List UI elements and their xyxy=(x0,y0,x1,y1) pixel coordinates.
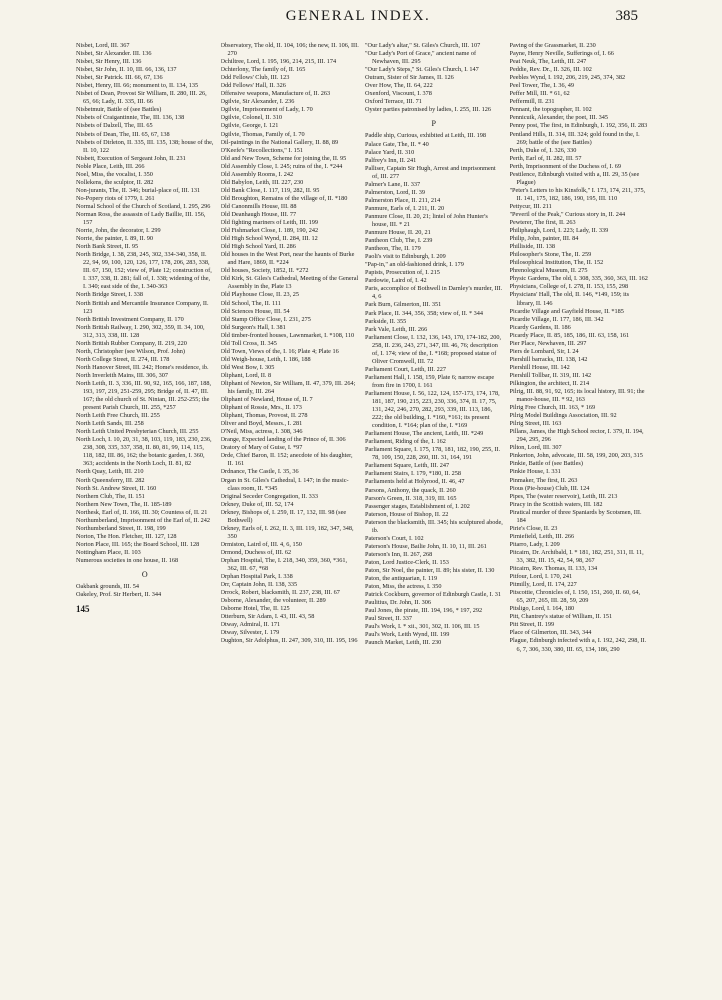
index-entry: Oughton, Sir Adolphus, II. 247, 309, 310, III. 195, 196 xyxy=(220,637,358,645)
index-entry: Paterson's Court, I. 102 xyxy=(365,534,424,542)
index-entry: Parliament Hall, I. 158, 159, Plate 6; narrow escape from fire in 1700, I. 161 xyxy=(365,373,495,389)
index-entry: Pitcairn, Rev. Thomas, II. 133, 134 xyxy=(509,565,598,573)
index-entry: Nisbet of Dean, Provost Sir William, II. 280, III. 26, 65, 66; Lady, II. 335, III. 66 xyxy=(76,90,207,106)
index-entry: Noble Place, Leith, III. 266 xyxy=(76,162,145,170)
index-entry: Physic Gardens, The old, I. 308, 335, 360, 363, III. 162 xyxy=(509,275,648,283)
signature-mark: 145 xyxy=(76,604,90,615)
index-entry: Pinkie, Battle of (see Battles) xyxy=(509,460,583,468)
index-entry: Old Weigh-house, Leith, I. 186, 188 xyxy=(220,355,311,363)
index-entry: Nisbet, Sir John, II. 10, III. 66, 136, 137 xyxy=(76,66,177,74)
index-entry: Pilrig Street, III. 163 xyxy=(509,420,562,428)
index-column-2 xyxy=(221,42,360,990)
index-entry: Over How, The, II. 64, 222 xyxy=(365,82,433,90)
index-entry: North Loch, I. 10, 20, 31, 38, 103, 119, 183, 230, 236, 238, 308, 335, 337, 358, II. 80, 81, 99, 114, 115, 118, 182, III. 86, 162; the botanic garden, I. 360, 363; accidents in the North Loch, II. 81, 82 xyxy=(76,436,212,468)
index-entry: Panmure Close, II. 20, 21; lintel of John Hunter's house, III. * 21 xyxy=(365,212,488,228)
index-entry: Observatory, The old, II. 104, 106; the new, II. 106, III. 270 xyxy=(220,42,359,58)
index-entry: Ormiston, Laird of, III. 4, 6, 150 xyxy=(220,540,302,548)
index-entry: North Leith, II. 3, 336, III. 90, 92, 165, 166, 187, 188, 193, 197, 219, 251-259, 295; Bridge of, II. 47, III. 167; the old church of St. Ninian, III. 252-255; the present Parish Church, III. 255, *257 xyxy=(76,379,212,412)
index-entry: Orr, Captain John, II. 138, 335 xyxy=(220,581,298,589)
index-entry: Oyster parties patronised by ladies, I. 255, III. 126 xyxy=(365,106,492,114)
index-entry: Old Sciences House, III. 54 xyxy=(220,307,290,315)
index-entry: Philosophical Institution, The, II. 152 xyxy=(509,259,604,267)
index-entry: Old Kirk, St. Giles's Cathedral, Meeting of the General Assembly in the, Plate 13 xyxy=(220,275,359,291)
index-entry: Payne, Henry Neville, Sufferings of, I. 66 xyxy=(509,50,614,58)
index-entry: North British Investment Company, II. 170 xyxy=(76,315,184,323)
index-entry: Outram, Sister of Sir James, II. 126 xyxy=(365,74,454,82)
index-entry: Old Surgeon's Hall, I. 381 xyxy=(220,323,286,331)
index-entry: Oliphant, Thomas, Provost, II. 278 xyxy=(220,412,308,420)
index-entry: Pantheon, The, II. 179 xyxy=(365,245,421,253)
index-entry: North Bridge, I. 38, 238, 245, 302, 334-340, 358, II. 22, 94, 99, 100, 120, 126, 177, 178, 206, 283, 338, III. 67, 150, 152; view of, Plate 12; construction of, I. 337, 338, II. 281; fall of, I. 338; widening of the, I. 340; east side of the, I. 340-363 xyxy=(76,251,212,291)
index-entry: "Our Lady's altar," St. Giles's Church, III. 107 xyxy=(365,42,481,49)
index-entry: Nisbets of Dean, The, III. 65, 67, 138 xyxy=(76,130,170,138)
index-entry: Philliside, III. 138 xyxy=(509,243,555,251)
index-columns xyxy=(76,42,648,990)
index-entry: Orange, Expected landing of the Prince of, II. 306 xyxy=(220,436,346,444)
index-entry: Oliphant of Newton, Sir William, II. 47, 379, III. 264; his family, III. 264 xyxy=(220,379,356,396)
index-entry: Pitscottie, Chronicles of, I. 150, 151, 260, II. 60, 64, 65, 207, 265, III. 28, 59, 209 xyxy=(509,589,641,605)
index-entry: Panmure House, II. 20, 21 xyxy=(365,229,431,237)
index-entry: Old Toll Cross, II. 345 xyxy=(220,339,277,347)
index-entry: Old Assembly Rooms, I. 242 xyxy=(220,170,294,178)
index-entry: North Hanover Street, III. 242; Home's residence, ib. xyxy=(76,363,209,371)
index-entry: Northesk, Earl of, II. 166, III. 30; Countess of, II. 21 xyxy=(76,508,208,516)
index-entry: Pennant, the topographer, II. 102 xyxy=(509,106,592,114)
index-entry: Nottingham Place, II. 103 xyxy=(76,548,141,556)
index-entry: Nollekens, the sculptor, II. 282 xyxy=(76,178,154,186)
index-entry: Oliphant, Lord, II. 8 xyxy=(220,371,272,379)
index-entry: Pilrig, III. 88, 91, 92, 165; its local history, III. 91; the manor-house, III. * 92, 163 xyxy=(509,388,645,404)
index-entry: Palmerston Place, II. 211, 214 xyxy=(365,196,441,204)
index-entry: Nisbet, Sir Henry, III. 136 xyxy=(76,58,142,66)
index-entry: Pitarro, Lady, I. 209 xyxy=(509,540,560,548)
index-entry: Old fighting mariners of Leith, III. 199 xyxy=(220,219,319,227)
index-entry: Old Fishmarket Close, I. 189, 190, 242 xyxy=(220,227,319,235)
index-entry: Parliaments held at Holyrood, II. 46, 47 xyxy=(365,478,465,486)
index-entry: Pardowie, Laird of, I. 42 xyxy=(365,277,427,285)
index-entry: Otterburn, Sir Adam, I. 43, III. 43, 58 xyxy=(220,613,315,621)
column-1-entries-after xyxy=(76,583,215,599)
index-entry: Orphan Hospital, The, I. 218, 340, 359, 360, *361, 362, III. 67, *68 xyxy=(220,557,348,573)
index-entry: Pier Place, Newhaven, III. 297 xyxy=(509,339,587,347)
index-entry: Ogilvie, Thomas, Family of, I. 70 xyxy=(220,130,305,138)
index-entry: Otway, Silvester, I. 179 xyxy=(220,629,280,637)
index-entry: Pestilence, Edinburgh visited with a, III. 29, 35 (see Plague) xyxy=(509,170,640,186)
index-entry: Picardy Place, II. 85, 185, 186, III. 63, 158, 161 xyxy=(509,331,630,339)
index-entry: Ogilvie, George, I. 121 xyxy=(220,122,279,130)
index-entry: Parliament, Riding of the, I. 162 xyxy=(365,438,446,446)
index-entry: Nisbett, Execution of Sergeant John, II. 231 xyxy=(76,154,186,162)
index-entry: Orphan Hospital Park, I. 338 xyxy=(220,573,293,581)
page-number: 385 xyxy=(615,8,638,24)
index-entry: Parliament House, The ancient, Leith, III. *249 xyxy=(365,430,484,438)
index-entry: Peffer Mill, III. * 61, 62 xyxy=(509,90,570,98)
index-entry: Oratory of Mary of Guise, I. *97 xyxy=(220,444,303,452)
index-entry: Norton, The Hon. Fletcher, III. 127, 128 xyxy=(76,532,177,540)
index-entry: Park Vale, Leith, III. 266 xyxy=(365,325,428,333)
index-entry: Ochterlony, The family of, II. 165 xyxy=(220,66,306,74)
index-entry: North St. Andrew Street, II. 160 xyxy=(76,484,157,492)
index-entry: Norman Ross, the assassin of Lady Baillie, III. 156, 157 xyxy=(76,210,206,227)
index-entry: Ogilvie, Imprisonment of Lady, I. 70 xyxy=(220,106,313,114)
index-entry: Numerous societies in one house, II. 168 xyxy=(76,557,179,564)
index-entry: Orde, Chief Baron, II. 152; anecdote of his daughter, II. 161 xyxy=(220,452,353,468)
index-entry: Philiphaugh, Lord, I. 223; Lady, II. 339 xyxy=(509,227,609,235)
index-entry: Old West Bow, I. 305 xyxy=(220,363,275,371)
index-entry: Ormond, Duchess of, III. 62 xyxy=(220,548,292,556)
index-entry: Phrenological Museum, II. 275 xyxy=(509,267,588,275)
index-entry: Pitt, Chantrey's statue of William, II. 151 xyxy=(509,613,613,621)
column-3-entries xyxy=(365,42,504,114)
index-entry: North, Christopher (see Wilson, Prof. John) xyxy=(76,347,185,355)
index-entry: No-Popery riots of 1779, I. 261 xyxy=(76,194,155,202)
index-entry: Parliament Square, Leith, III. 247 xyxy=(365,462,450,470)
index-column-1 xyxy=(76,42,215,990)
index-entry: Piershill House, III. 142 xyxy=(509,363,570,371)
index-entry: Peddie, Rev. Dr., II. 326, III. 102 xyxy=(509,66,592,74)
index-entry: Paul's Work, Leith Wynd, III. 199 xyxy=(365,631,450,639)
index-entry: Paul Street, II. 337 xyxy=(365,615,413,623)
index-entry: Old High School Yard, II. 286 xyxy=(220,243,296,251)
index-entry: Osborne, Alexander, the volunteer, II. 289 xyxy=(220,597,326,605)
index-entry: Old timber-fronted houses, Lawnmarket, I. *108, 110 xyxy=(220,331,355,339)
index-entry: Parkside, II. 355 xyxy=(365,317,407,325)
index-entry: Oxenford, Viscount, I. 378 xyxy=(365,90,432,98)
index-entry: Peffermill, II. 231 xyxy=(509,98,555,106)
index-entry: Plague, Edinburgh infected with a, I. 192, 242, 298, II. 6, 7, 306, 330, 380, III. 65, 134, 186, 290 xyxy=(509,637,647,653)
index-entry: Physicians, College of, I. 278, II. 153, 155, 298 xyxy=(509,283,629,291)
index-entry: North Quay, Leith, III. 210 xyxy=(76,468,144,476)
index-entry: Norrie, the painter, I. 89, II. 90 xyxy=(76,235,153,243)
index-entry: Ordnance, The Castle, I. 35, 36 xyxy=(220,468,299,476)
index-entry: Physicians' Hall, The old, II. 146, *149, 159; its library, II. 146 xyxy=(509,291,630,307)
index-entry: Pitmilly, Lord, II. 174, 227 xyxy=(509,581,577,589)
index-entry: Piershill barracks, III. 138, 142 xyxy=(509,355,588,363)
index-entry: Paul Jones, the pirate, III. 194, 196, * 197, 292 xyxy=(365,607,483,615)
index-entry: Passenger stages, Establishment of, I. 202 xyxy=(365,502,470,510)
index-entry: North College Street, II. 274, III. 178 xyxy=(76,355,170,363)
index-entry: Ogilvie, Sir Alexander, I. 236 xyxy=(220,98,295,106)
index-entry: North Queensferry, III. 282 xyxy=(76,476,145,484)
running-head-title: GENERAL INDEX. xyxy=(285,8,431,24)
index-entry: Parliament Close, I. 132, 136, 143, 170, 174-182, 200, 258, II. 236, 243, 271, 347, III. 46, 76; description of, I. 174; view of the, I. *168; proposed statue of Oliver Cromwell, III. 72 xyxy=(365,333,502,365)
index-entry: Pilrig Model Buildings Association, III. 92 xyxy=(509,412,617,420)
index-entry: Northern New Town, The, II. 185-189 xyxy=(76,500,172,508)
index-entry: Northern Club, The, II. 151 xyxy=(76,492,145,500)
index-entry: Pilton, Lord, III. 307 xyxy=(509,444,562,452)
letter-heading-o: O xyxy=(141,570,149,580)
index-entry: Palace Yard, II. 310 xyxy=(365,148,415,156)
index-entry: Philip, John, painter, III. 84 xyxy=(509,235,579,243)
index-entry: Organ in St. Giles's Cathedral, I. 147; in the music-class room, II. *345 xyxy=(220,476,349,492)
index-entry: Oliphant of Rossie, Mrs., II. 173 xyxy=(220,404,302,412)
index-entry: Norton Place, III. 165; the Board School, III. 128 xyxy=(76,540,200,548)
index-entry: Oakbank grounds, III. 54 xyxy=(76,583,140,591)
index-entry: Odd Fellows' Club, III. 123 xyxy=(220,74,290,82)
index-entry: Ochiltree, Lord, I. 195, 196, 214, 215, III. 174 xyxy=(220,58,337,66)
index-entry: Parsons, Anthony, the quack, II. 260 xyxy=(365,486,456,494)
index-entry: Philosopher's Stone, The, II. 259 xyxy=(509,251,592,259)
index-entry: "Pap-in," an old-fashioned drink, I. 179 xyxy=(365,261,464,269)
index-entry: Oliver and Boyd, Messrs., I. 281 xyxy=(220,420,303,428)
letter-heading-p: P xyxy=(431,119,437,129)
index-entry: Paterson the blacksmith, III. 345; his sculptured abode, ib. xyxy=(365,518,503,534)
index-entry: Parliament House, I. 56, 122, 124, 157-173, 174, 178, 181, 187, 190, 215, 223, 230, 336, 374, II. 17, 75, 131, 242, 246, 270, 282, 293, 339, III. 113, 186, 222; the old building, I. *160, *161; its present condition, I. *164; plan of the, I. *169 xyxy=(365,389,500,430)
index-entry: North Bank Street, II. 95 xyxy=(76,243,139,251)
index-entry: Old Babylon, Leith, III. 227, 230 xyxy=(220,178,304,186)
index-entry: Pious (Pie-house) Club, III. 124 xyxy=(509,484,590,492)
index-entry: Paul's Work, I. * xii., 301, 302, II. 106, III. 15 xyxy=(365,623,480,631)
index-entry: Orrock, Robert, blacksmith, II. 237, 238, III. 67 xyxy=(220,589,340,597)
index-entry: Nisbet, Henry, III. 66; monument to, II. 134, 135 xyxy=(76,82,199,90)
index-entry: Offensive weapons, Manufacture of, II. 263 xyxy=(220,90,331,98)
index-entry: Old School, The, II. 111 xyxy=(220,299,281,307)
index-entry: Old Bank Close, I. 117, 119, 282, II. 95 xyxy=(220,186,320,194)
index-entry: Paoli's visit to Edinburgh, I. 209 xyxy=(365,253,446,261)
index-entry: Norrie, John, the decorator, I. 299 xyxy=(76,227,161,235)
index-entry: Pitsligo, Lord, I. 164, 180 xyxy=(509,605,575,613)
index-entry: Palliser, Captain Sir Hugh, Arrest and imprisonment of, III. 277 xyxy=(365,164,496,180)
index-entry: Paunch Market, Leith, III. 230 xyxy=(365,639,442,647)
column-4-entries xyxy=(510,42,649,654)
index-entry: Ogilvie, Colonel, II. 310 xyxy=(220,114,282,122)
index-entry: Palace Gate, The, II. * 40 xyxy=(365,140,429,148)
index-entry: Perth, Imprisonment of the Duchess of, I. 69 xyxy=(509,162,621,170)
index-entry: Park Burn, Gilmerton, III. 351 xyxy=(365,301,442,309)
index-entry: North Leith Free Church, III. 255 xyxy=(76,412,160,420)
index-entry: Old High School Wynd, II. 284, III. 12 xyxy=(220,235,318,243)
index-entry: Paton, the antiquarian, I. 119 xyxy=(365,575,438,583)
index-entry: Nisbet, Lord, III. 367 xyxy=(76,42,130,49)
index-entry: Non-jurants, The, II. 346; burial-place of, III. 131 xyxy=(76,186,201,194)
index-entry: Perth, Duke of, I. 326, 330 xyxy=(509,146,577,154)
index-entry: Pillans, James, the High School rector, I. 379, II. 194, 294, 295, 296 xyxy=(509,428,644,444)
index-entry: Peat Neuk, The, Leith, III. 247 xyxy=(509,58,587,66)
index-entry: Noel, Miss, the vocalist, I. 350 xyxy=(76,170,153,178)
index-entry: Picardie Village and Gayfield House, II. *185 xyxy=(509,307,624,315)
index-entry: Place of Gilmerton, III. 343, 344 xyxy=(509,629,592,637)
index-entry: Osborne Hotel, The, II. 125 xyxy=(220,605,290,613)
index-entry: Pantheon Club, The, I. 239 xyxy=(365,237,433,245)
index-entry: Piers de Lombard, Sir, I. 24 xyxy=(509,347,579,355)
index-entry: Paton, Miss, the actress, I. 350 xyxy=(365,583,442,591)
index-entry: Pinmaker, The first, II. 263 xyxy=(509,476,578,484)
index-column-4 xyxy=(510,42,649,990)
index-entry: Paterson's House, Bailie John, II. 10, 11, III. 261 xyxy=(365,542,487,550)
index-entry: Palfrey's Inn, II. 241 xyxy=(365,156,417,164)
index-entry: Pinkerton, John, advocate, III. 58, 199, 200, 203, 315 xyxy=(509,452,643,460)
index-entry: Paton, Lord Justice-Clerk, II. 153 xyxy=(365,558,449,566)
index-entry: Old Broughton, Remains of the village of, II. *180 xyxy=(220,194,348,202)
index-entry: Otway, Admiral, II. 171 xyxy=(220,621,281,629)
index-entry: Pitcairn, Dr. Archibald, I. * 181, 182, 251, 311, II. 11, 33, 382, III. 15, 42, 54, 98, 267 xyxy=(509,548,644,564)
index-entry: Pennicuik, Alexander, the poet, III. 345 xyxy=(509,114,609,122)
index-entry: Nisbets of Dirleton, II. 335, III. 135, 138; house of the, II. 10, 122 xyxy=(76,138,214,154)
index-entry: North Leith United Presbyterian Church, III. 255 xyxy=(76,428,199,436)
index-entry: "Our Lady's Port of Grace," ancient name of Newhaven, III. 295 xyxy=(365,50,477,66)
index-entry: Northumberland, Imprisonment of the Earl of, II. 242 xyxy=(76,516,210,524)
index-entry: Piracy in the Scottish waters, III. 182 xyxy=(509,500,603,508)
index-entry: Old Playhouse Close, II. 23, 25 xyxy=(220,291,299,299)
index-entry: Orkney, Duke of, III. 52, 174 xyxy=(220,500,294,508)
index-entry: Oliphant of Newland, House of, II. 7 xyxy=(220,396,313,404)
index-entry: Nisbets of Dalzell, The, III. 65 xyxy=(76,122,153,130)
index-entry: Nisbet, Sir Patrick. III. 66, 67, 136 xyxy=(76,74,163,82)
index-entry: North Leith Sands, III. 258 xyxy=(76,420,144,428)
index-entry: Old Assembly Close, I. 245; ruins of the, I. *244 xyxy=(220,162,343,170)
index-entry: North Bridge Street, I. 338 xyxy=(76,291,144,299)
index-entry: Oakeley, Prof. Sir Herbert, II. 344 xyxy=(76,591,162,599)
index-entry: "Our Lady's Steps," St. Giles's Church, I. 147 xyxy=(365,66,479,74)
index-entry: Pinkie House, I. 331 xyxy=(509,468,561,476)
index-entry: Picardie Village, II. 177, 186, III. 342 xyxy=(509,315,604,323)
index-entry: Piratical murder of three Spaniards by Scotsmen, III. 184 xyxy=(509,508,642,524)
column-2-entries xyxy=(221,42,360,646)
index-entry: Pewterer, The first, II. 263 xyxy=(509,219,576,227)
index-entry: O'Neil, Miss, actress, I. 308, 346 xyxy=(220,428,303,436)
index-entry: "Peveril of the Peak," Curious story in, II. 244 xyxy=(509,210,626,218)
index-entry: Patrick Cockburn, governor of Edinburgh Castle, I. 31 xyxy=(365,591,501,599)
index-entry: Oil-paintings in the National Gallery, II. 88, 89 xyxy=(220,138,339,146)
index-entry: Normal School of the Church of Scotland, I. 295, 296 xyxy=(76,202,211,210)
index-entry: Paterson's Inn, II. 267, 268 xyxy=(365,550,433,558)
index-entry: Parliament Stairs, I. 179, *180, II. 258 xyxy=(365,470,461,478)
index-entry: Pilrig Free Church, III. 163, * 169 xyxy=(509,404,596,412)
index-entry: Parson's Green, II. 318, 319, III. 165 xyxy=(365,494,457,502)
index-entry: Piershill Tollbar, II. 319, III. 142 xyxy=(509,371,592,379)
index-entry: Nisbet, Sir Alexander. III. 136 xyxy=(76,50,152,58)
index-entry: Pitt Street, II. 199 xyxy=(509,621,555,629)
index-entry: Oxford Terrace, III. 71 xyxy=(365,98,422,106)
index-entry: Paris, accomplice of Bothwell in Darnley's murder, III. 4, 6 xyxy=(365,285,503,301)
index-entry: Pirniefield, Leith, III. 266 xyxy=(509,532,575,540)
index-entry: Paving of the Grassmarket, II. 230 xyxy=(509,42,596,49)
column-1-entries xyxy=(76,42,215,565)
index-entry: Paulitius, Dr. John, II. 306 xyxy=(365,599,431,607)
index-entry: Orkney, Earls of, I. 262, II. 3, III. 119, 182, 347, 348, 350 xyxy=(220,524,354,540)
running-header xyxy=(78,8,638,32)
index-entry: North British and Mercantile Insurance Company, II. 123 xyxy=(76,299,209,315)
index-entry: Pirie's Close, II. 23 xyxy=(509,524,558,532)
column-3-entries-after xyxy=(365,132,504,647)
index-entry: Parliament Square, I. 175, 178, 181, 182, 190, 255, II. 78, 109, 150, 228, 260, III. 31, 164, 191 xyxy=(365,446,501,462)
index-entry: Old Deanhaugh House, III. 77 xyxy=(220,210,297,218)
index-entry: Nisbets of Craigantinnie, The, III. 136, 138 xyxy=(76,114,185,122)
index-entry: Nisbetmuir, Battle of (see Battles) xyxy=(76,106,162,114)
index-entry: Old Stamp Office Close, I. 231, 275 xyxy=(220,315,311,323)
index-entry: Northumberland Street, II. 198, 199 xyxy=(76,524,166,532)
index-entry: Panmure, Earls of, I. 211, II. 20 xyxy=(365,204,445,212)
index-entry: Pentland Hills, II. 314, III. 324; gold found in the, I. 269; battle of the (see Battles) xyxy=(509,130,640,146)
index-entry: Pettycur, III. 211 xyxy=(509,202,552,210)
index-entry: Palmer's Lane, II. 337 xyxy=(365,180,421,188)
index-entry: Perth, Earl of, II. 282, III. 57 xyxy=(509,154,582,162)
index-entry: Old houses in the West Port, near the haunts of Burke and Hare, 1869, II. *224 xyxy=(220,251,355,267)
index-entry: Parliament Court, Leith, III. 227 xyxy=(365,365,447,373)
index-entry: Pipes, The (water reservoir), Leith, III. 213 xyxy=(509,492,618,500)
index-entry: Park Place, II. 344, 356, 358; view of, II. * 344 xyxy=(365,309,484,317)
index-entry: Papists, Prosecution of, I. 215 xyxy=(365,269,440,277)
index-entry: North Inverleith Mains, III. 306, 307 xyxy=(76,371,168,379)
index-entry: Peebles Wynd, I. 192, 206, 219, 245, 374, 382 xyxy=(509,74,626,82)
index-entry: Original Seceder Congregation, II. 333 xyxy=(220,492,319,500)
index-entry: Pitfour, Lord, I. 170, 241 xyxy=(509,573,573,581)
index-entry: Paton, Sir Noel, the painter, II. 89; his sister, II. 130 xyxy=(365,567,495,574)
index-entry: Old and New Town, Scheme for joining the, II. 95 xyxy=(220,154,347,162)
index-entry: Palmerston, Lord, II. 39 xyxy=(365,188,426,196)
index-entry: Old houses, Society, 1852, II. *272 xyxy=(220,267,309,275)
index-entry: North British Rubber Company, II. 219, 220 xyxy=(76,339,187,347)
index-entry: Paterson, House of Bishop, II. 22 xyxy=(365,510,449,518)
index-entry: Pilkington, the architect, II. 214 xyxy=(509,379,590,387)
index-entry: Old Town, Views of the, I. 16; Plate 4; Plate 16 xyxy=(220,347,339,355)
index-entry: Orkney, Bishops of, I. 259, II. 17, 132, III. 98 (see Bothwell) xyxy=(220,508,347,524)
index-entry: Paddle ship, Curious, exhibited at Leith, III. 198 xyxy=(365,132,486,140)
index-entry: Picardy Gardens, II. 186 xyxy=(509,323,571,331)
index-entry: "Peter's Letters to his Kinsfolk," I. 173, 174, 211, 375, II. 141, 175, 182, 186, 190, 195, III. 110 xyxy=(509,186,646,202)
index-entry: Peel Tower, The, I. 36, 49 xyxy=(509,82,575,90)
index-column-3 xyxy=(365,42,504,990)
index-entry: O'Keefe's "Recollections," I. 151 xyxy=(220,146,304,154)
index-entry: Penny post, The first, in Edinburgh, I. 192, 356, II. 283 xyxy=(509,122,648,130)
index-entry: North British Railway, I. 290, 302, 359, II. 34, 100, 312, 313, 338, III. 128 xyxy=(76,323,205,339)
index-entry: Old Canonmills House, III. 88 xyxy=(220,202,297,210)
index-entry: Odd Fellows' Hall, II. 326 xyxy=(220,82,286,90)
